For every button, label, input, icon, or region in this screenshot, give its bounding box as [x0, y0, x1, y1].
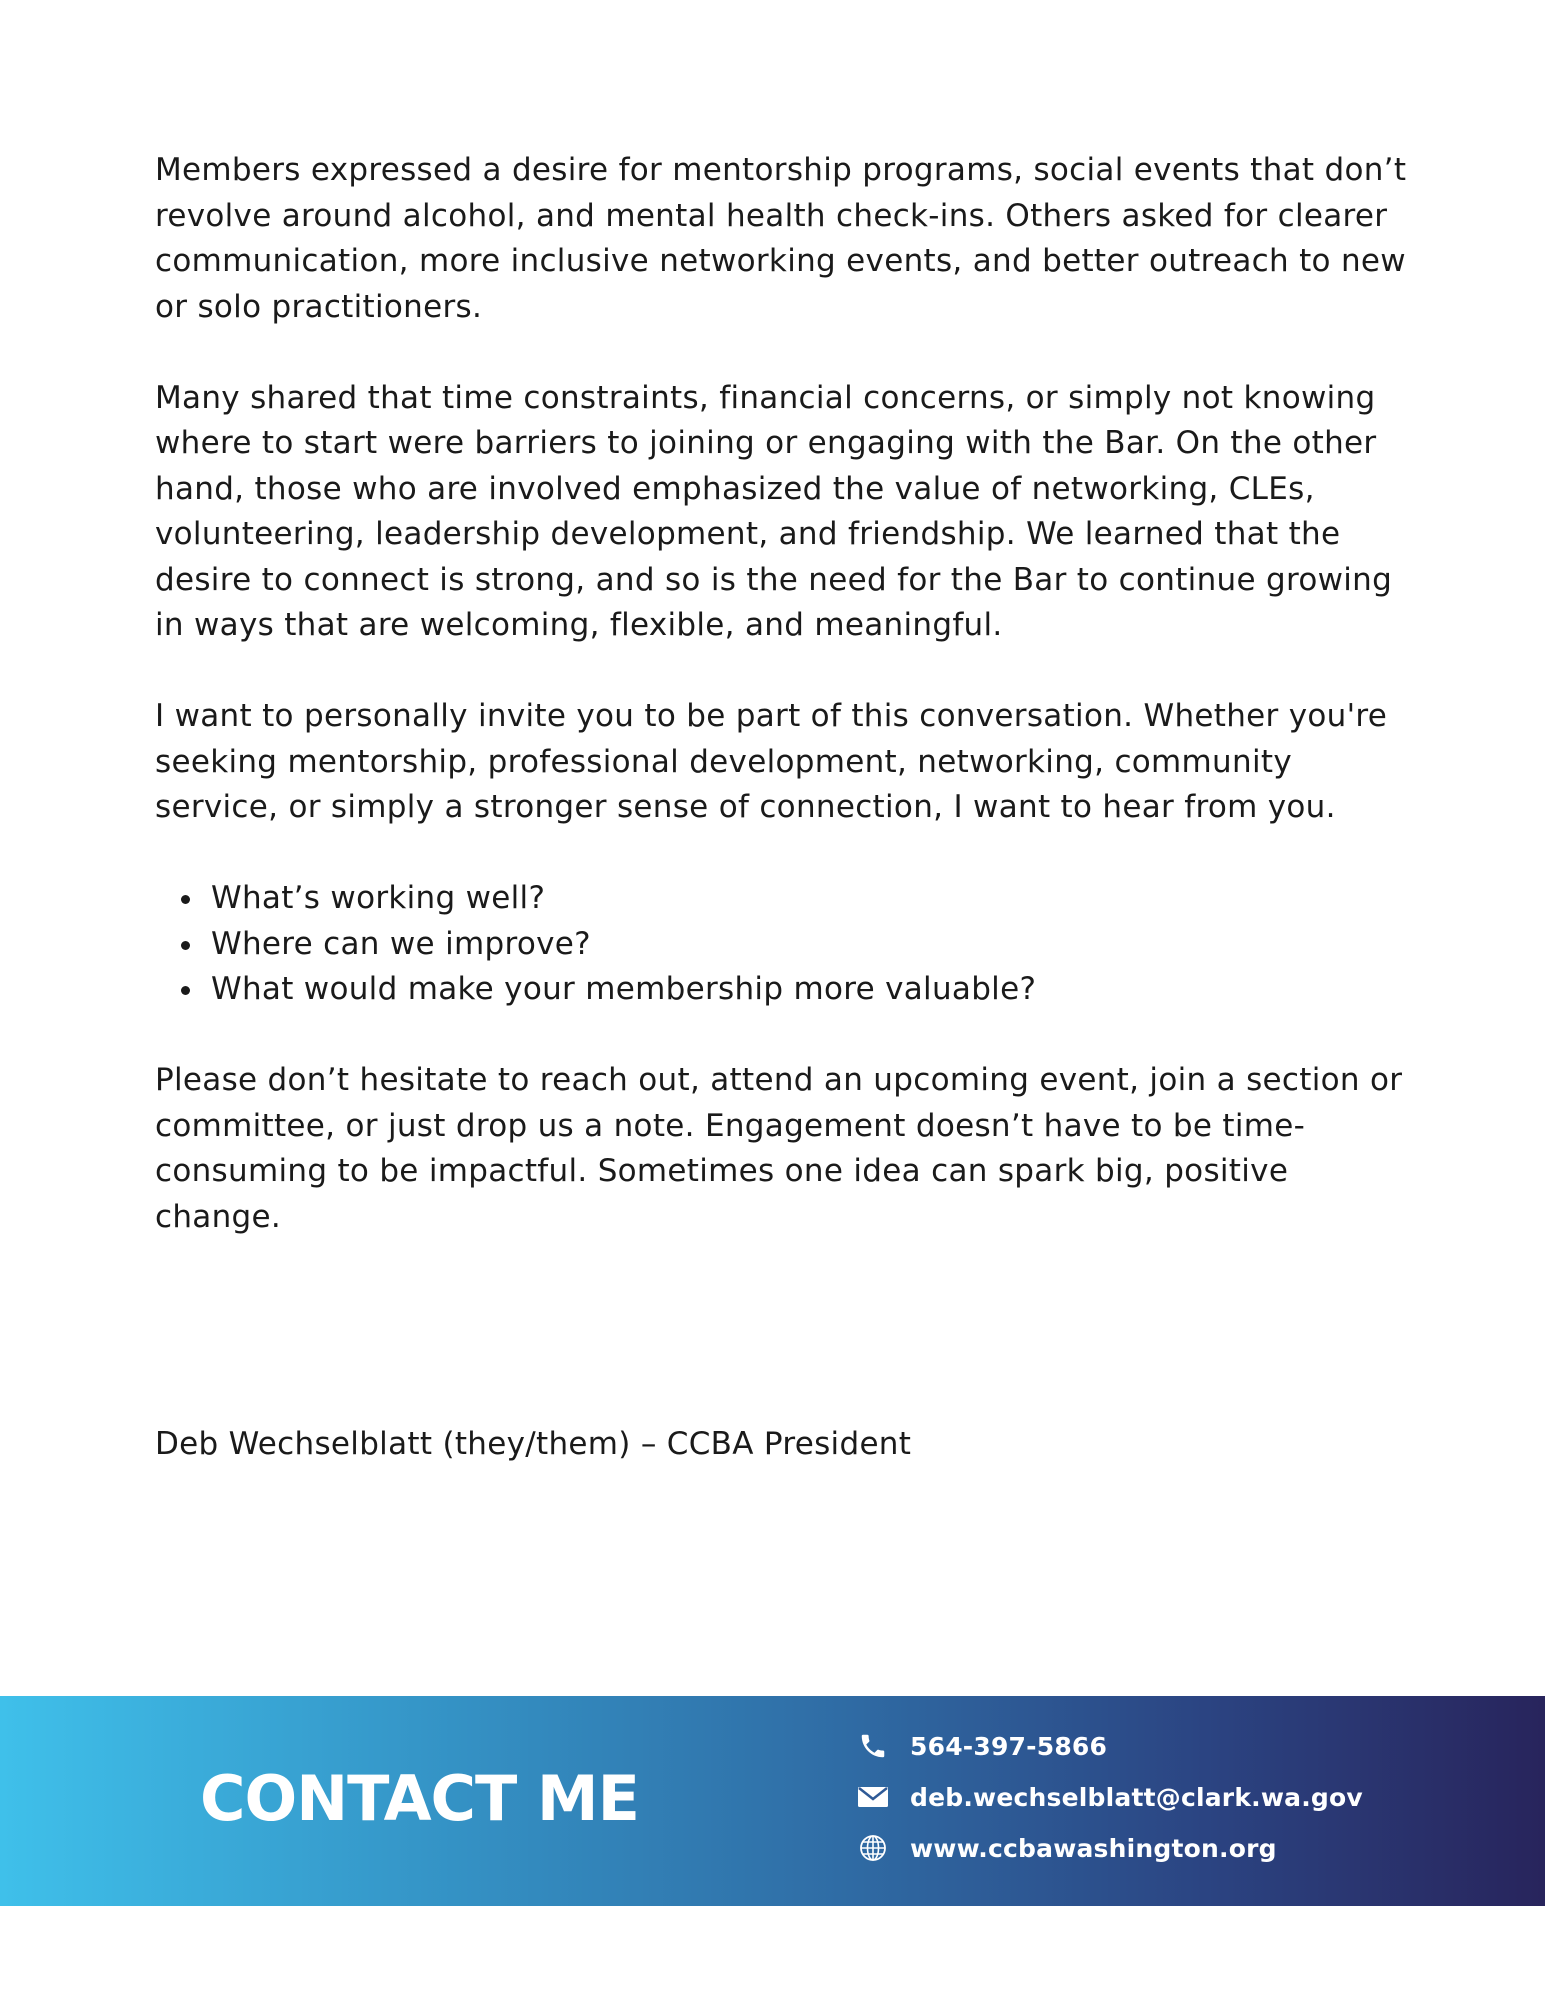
list-item: What’s working well? [211, 876, 1415, 922]
signature: Deb Wechselblatt (they/them) – CCBA President [155, 1426, 912, 1462]
globe-icon [856, 1831, 890, 1865]
paragraph-barriers: Many shared that time constraints, financial concerns, or simply not knowing where to start were barriers to joining or engaging with the Bar. On the other hand, those who are involved emphasized the value of networking, CLEs, volunteering, leadership development, and friendship. We learned that the desire to connect is strong, and so is the need for the Bar to continue growing in ways that are welcoming, flexible, and meaningful. [155, 379, 1393, 643]
envelope-icon [856, 1780, 890, 1814]
contact-website[interactable] [856, 1828, 1277, 1868]
contact-footer [0, 1696, 1545, 1906]
list-item: What would make your membership more valuable? [211, 967, 1415, 1013]
letter-body [155, 148, 1415, 1286]
paragraph-invitation: I want to personally invite you to be part of this conversation. Whether you're seeking mentorship, professional development, networking, community service, or simply a stronger sense of connection, I want to hear from you. [155, 698, 1388, 825]
website-url: www.ccbawashington.org [910, 1833, 1277, 1863]
email-address: deb.wechselblatt@clark.wa.gov [910, 1782, 1363, 1812]
paragraph-member-desires: Members expressed a desire for mentorship programs, social events that don’t revolve around alcohol, and mental health check-ins. Others asked for clearer communication, more inclusive networking events, and better outreach to new or solo practitioners. [155, 152, 1407, 325]
list-item: Where can we improve? [211, 922, 1415, 968]
paragraph-closing: Please don’t hesitate to reach out, attend an upcoming event, join a section or committee, or just drop us a note. Engagement doesn’t have to be time-consuming to be impactful. Sometimes one idea can spark big, positive change. [155, 1062, 1403, 1235]
phone-icon [856, 1729, 890, 1763]
phone-number: 564-397-5866 [910, 1731, 1108, 1761]
contact-phone[interactable] [856, 1726, 1107, 1766]
contact-title: CONTACT ME [200, 1762, 639, 1835]
question-list [155, 876, 1415, 1013]
contact-email[interactable] [856, 1777, 1363, 1817]
